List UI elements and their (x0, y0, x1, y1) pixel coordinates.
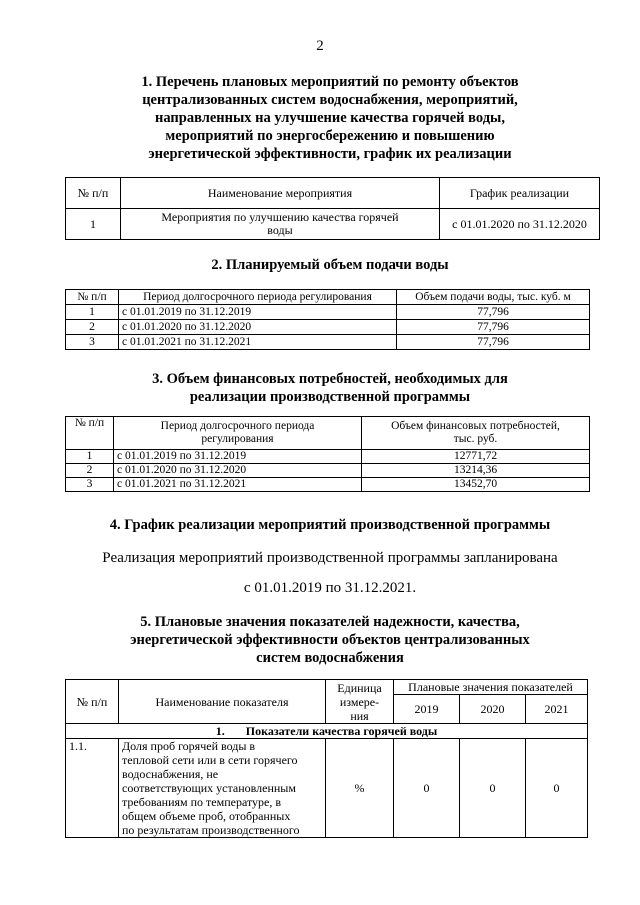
header-line: Объем финансовых потребностей, (391, 420, 560, 432)
row-num: 2 (66, 320, 119, 335)
row-num: 3 (66, 478, 114, 492)
header-line: измере- (339, 694, 380, 709)
row-schedule: с 01.01.2020 по 31.12.2020 (440, 209, 600, 240)
title-line: 1. Перечень плановых мероприятий по ремонту объектов (141, 74, 519, 90)
financial-needs-table (65, 416, 590, 492)
group-label: Показатели качества горячей воды (245, 724, 438, 738)
indicator-line: тепловой сети или в сети горячего (122, 753, 298, 767)
header-volume: Объем подачи воды, тыс. куб. м (397, 290, 590, 305)
title-line: энергетической эффективности, график их реализации (148, 146, 512, 162)
indicator-line: Доля проб горячей воды в (122, 739, 256, 753)
header-line: регулирования (201, 433, 274, 445)
row-num: 1.1. (66, 739, 119, 838)
row-value-2021: 0 (526, 739, 588, 838)
activity-line: Мероприятия по улучшению качества горячей (161, 210, 399, 224)
indicator-line: общем объеме проб, отобранных (122, 809, 291, 823)
row-amount: 13214,36 (362, 464, 590, 478)
section4-text-line2: с 01.01.2019 по 31.12.2021. (243, 580, 417, 596)
title-line: централизованных систем водоснабжения, мероприятий, (142, 92, 518, 108)
header-line: тыс. руб. (453, 433, 498, 445)
table-row (66, 209, 600, 240)
title-line: направленных на улучшение качества горячей воды, (154, 110, 505, 126)
header-line: Единица (337, 680, 382, 695)
row-num: 1 (66, 209, 121, 240)
group-num: 1. (215, 724, 225, 738)
section2-title: 2. Планируемый объем подачи воды (211, 257, 449, 273)
header-unit (326, 680, 394, 724)
title-line: реализации производственной программы (189, 389, 471, 405)
table-row (66, 320, 590, 335)
header-line: Период долгосрочного периода (160, 420, 315, 432)
header-period (114, 417, 362, 450)
header-num: № п/п (66, 417, 114, 450)
header-planned: Плановые значения показателей (394, 680, 588, 695)
group-heading (66, 724, 588, 739)
header-num: № п/п (66, 178, 121, 209)
title-line: мероприятий по энергосбережению и повышению (165, 128, 495, 144)
header-line: ния (350, 708, 369, 723)
page-number: 2 (316, 38, 324, 54)
row-value-2019: 0 (394, 739, 460, 838)
row-period: с 01.01.2020 по 31.12.2020 (114, 464, 362, 478)
table-row (66, 478, 590, 492)
header-num: № п/п (66, 680, 119, 724)
indicator-line: водоснабжения, не (122, 767, 219, 781)
indicator-line: соответствующих установленным (122, 781, 296, 795)
section4-title: 4. График реализации мероприятий производственной программы (109, 517, 551, 533)
table-group-row (66, 724, 588, 739)
title-line: 3. Объем финансовых потребностей, необходимых для (152, 371, 508, 387)
row-period: с 01.01.2019 по 31.12.2019 (119, 305, 397, 320)
row-unit: % (326, 739, 394, 838)
row-num: 1 (66, 450, 114, 464)
section1-title (60, 73, 600, 163)
row-amount: 12771,72 (362, 450, 590, 464)
row-activity (121, 209, 440, 240)
section5-title (60, 613, 600, 667)
table-header-row (66, 417, 590, 450)
section3-title (60, 370, 600, 406)
row-period: с 01.01.2021 по 31.12.2021 (119, 335, 397, 350)
header-year: 2019 (394, 695, 460, 724)
title-line: 5. Плановые значения показателей надежности, качества, (140, 614, 520, 630)
row-volume: 77,796 (397, 335, 590, 350)
table-header-row (66, 290, 590, 305)
section4-text-line1: Реализация мероприятий производственной программы запланирована (102, 550, 558, 566)
row-indicator (119, 739, 326, 838)
title-line: энергетической эффективности объектов централизованных (130, 632, 530, 648)
row-num: 2 (66, 464, 114, 478)
header-year: 2020 (460, 695, 526, 724)
row-num: 1 (66, 305, 119, 320)
table-row (66, 464, 590, 478)
table-row (66, 450, 590, 464)
row-volume: 77,796 (397, 305, 590, 320)
row-period: с 01.01.2019 по 31.12.2019 (114, 450, 362, 464)
row-num: 3 (66, 335, 119, 350)
header-indicator: Наименование показателя (119, 680, 326, 724)
table-header-row (66, 680, 588, 695)
table-row (66, 335, 590, 350)
indicator-line: требованиям по температуре, в (122, 795, 282, 809)
table-row (66, 739, 588, 838)
header-schedule: График реализации (440, 178, 600, 209)
header-period: Период долгосрочного периода регулирования (119, 290, 397, 305)
row-value-2020: 0 (460, 739, 526, 838)
row-amount: 13452,70 (362, 478, 590, 492)
activity-line: воды (267, 223, 293, 237)
indicators-table (65, 679, 588, 838)
header-num: № п/п (66, 290, 119, 305)
header-amount (362, 417, 590, 450)
table-row (66, 305, 590, 320)
title-line: систем водоснабжения (256, 650, 404, 666)
indicator-line: по результатам производственного (122, 823, 300, 837)
header-year: 2021 (526, 695, 588, 724)
water-volume-table (65, 289, 590, 350)
header-activity: Наименование мероприятия (121, 178, 440, 209)
row-period: с 01.01.2020 по 31.12.2020 (119, 320, 397, 335)
table-header-row (66, 178, 600, 209)
activities-table (65, 177, 600, 240)
row-period: с 01.01.2021 по 31.12.2021 (114, 478, 362, 492)
row-volume: 77,796 (397, 320, 590, 335)
